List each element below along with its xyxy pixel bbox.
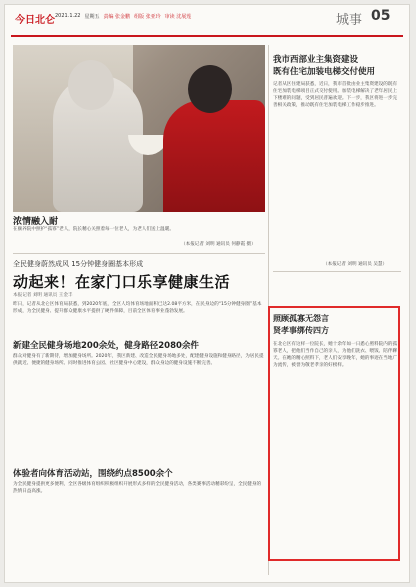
article-headline: 动起来！在家门口乐享健康生活: [13, 273, 231, 291]
section2-heading: 体验者向体育活动站，围绕约点8500余个: [13, 469, 173, 479]
header-meta: [55, 13, 191, 20]
issue-weekday: 星期五: [84, 14, 100, 20]
newspaper-page: [4, 4, 410, 583]
proof-credit: 审读 沈展莲: [164, 14, 192, 20]
layout-credit: 组版 张亚玲: [134, 14, 161, 20]
newspaper-logo: 今日北仑: [15, 15, 55, 26]
article-lead: 昨日，记者从北仑区体育局获悉，到2020年底，全区人均体育场地面积已达2.08平方米，在民身边的“15分钟健身圈”基本形成，为全民健身、提升群众健康水平提供了硬件保障，目前全区体育事业蓬勃发展。: [13, 302, 262, 314]
right-article-title-2: 既有住宅加装电梯交付使用: [273, 67, 376, 77]
section2-body: 为全民健身提供更多便利，全区各级体育组织积极组织开展形式多样的全民健身活动，各类赛事活动精彩纷呈，全民健身的热情日益高涨。: [13, 482, 262, 494]
issue-date: 2021.1.22: [55, 13, 81, 19]
article-byline: 本报记者 刘明 通讯员 王金丰: [13, 293, 73, 298]
boxed-article-title-1: 照顾孤寡无怨言: [273, 314, 329, 323]
editor-credit: 责编 张金鹏: [103, 14, 131, 20]
article-kicker: 全民健身蔚然成风 15分钟健身圈基本形成: [13, 260, 144, 268]
section-name: 城事: [336, 13, 363, 28]
lead-photo: [13, 45, 265, 212]
right-article-credit: （本报记者 刘明 通讯员 吴慧）: [323, 262, 388, 267]
right-article-body: 记者从区住建局获悉，近日，我市首批由业主集资建设的既有住宅加装电梯项目正式交付使用。加装电梯解决了老年居民上下楼难的问题，受到居民普遍欢迎。下一步，我区将进一步完善相关政策，推动既有住宅加装电梯工作稳步推进。: [273, 82, 398, 108]
section1-body: 群众对健身有了新期待，增加健身场所。2020年，我区新建、改造全民健身场地多处，配建健身设施和健身路径，为居民提供就近、便捷的健身场所。同时推进体育公园、社区健身中心建设，群众身边的健身设施不断完善。: [13, 354, 264, 366]
header-rule: [11, 35, 403, 37]
caregiver-figure: [163, 100, 265, 212]
boxed-article-title-2: 贤孝事绑传四方: [273, 326, 329, 335]
right-divider: [273, 271, 401, 272]
divider: [13, 253, 265, 254]
page-header: [5, 5, 409, 43]
photo-caption-text: 在颐养院中照护“孤寡”老人，院长精心关照着每一位老人，为老人们送上温暖。: [13, 227, 174, 232]
photo-caption-title: 浓情融入耐: [13, 217, 59, 227]
section1-heading: 新建全民健身场地200余处，健身路径2080余件: [13, 341, 199, 351]
photo-caption-credit: （本报记者 刘明 通讯员 何静霞 摄）: [181, 242, 256, 247]
page-number: 05: [371, 8, 391, 24]
boxed-article-body: 在北仑区有这样一位院长，她十余年如一日悉心照料院内的孤寡老人，把他们当作自己的亲人，为他们洗衣、喂饭、陪伴聊天。在她的精心照料下，老人们安享晚年，她的事迹在当地广为流传，被誉为敬老孝亲的好榜样。: [273, 342, 398, 368]
right-article-title-1: 我市西部业主集资建设: [273, 55, 359, 65]
